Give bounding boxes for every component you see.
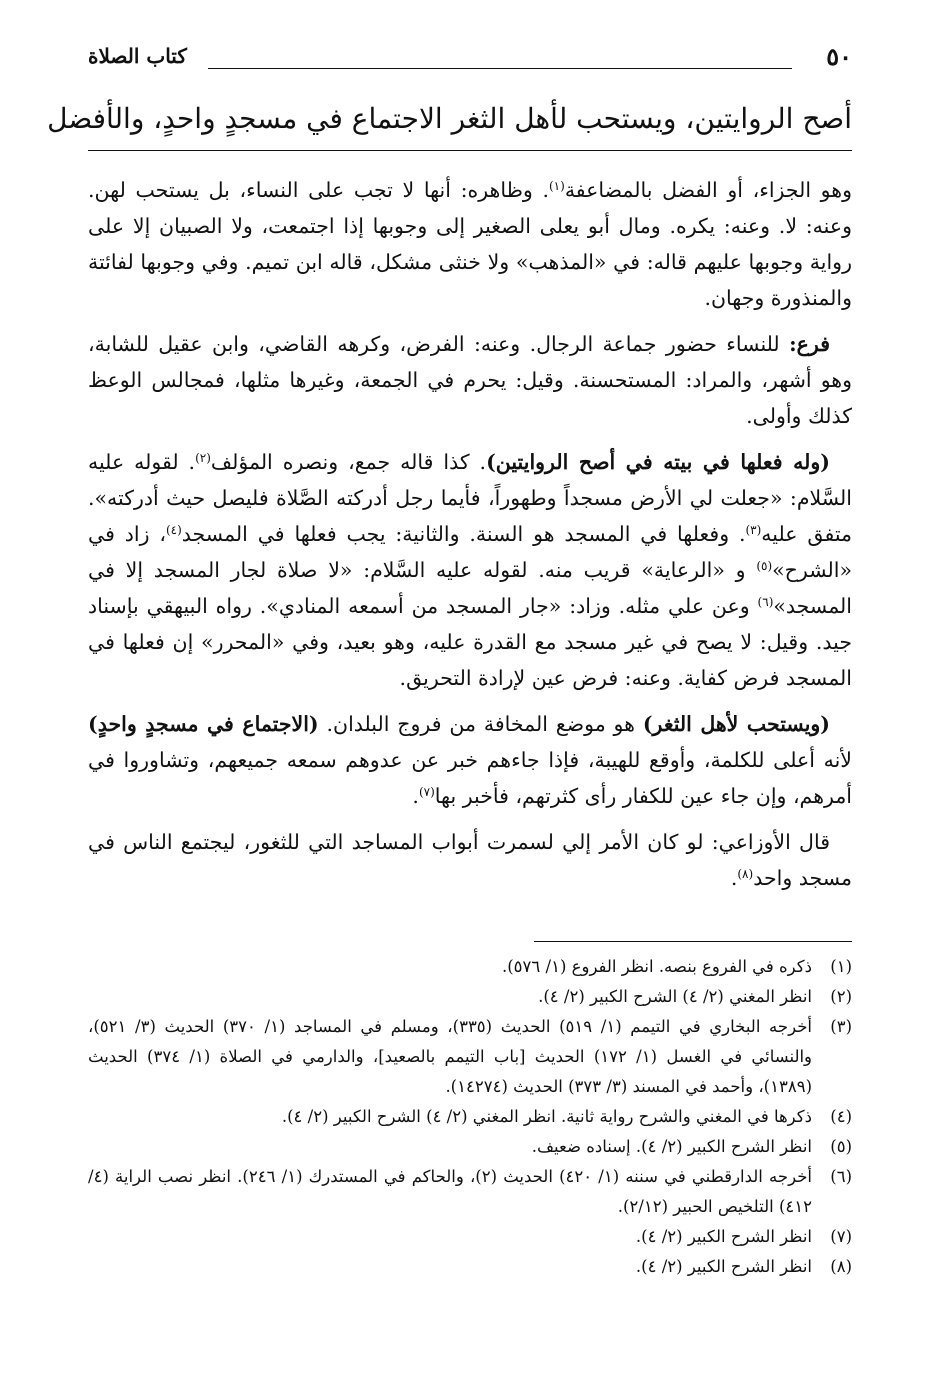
running-header bbox=[88, 44, 852, 74]
commentary-paragraph bbox=[88, 172, 852, 316]
bold-quote: (الاجتماع في مسجدٍ واحدٍ) bbox=[88, 712, 319, 736]
footnote-text: ذكرها في المغني والشرح رواية ثانية. انظر المغني (٢/ ٤) الشرح الكبير (٢/ ٤). bbox=[281, 1107, 812, 1126]
footnote-number: (٤) bbox=[830, 1107, 852, 1126]
footnote bbox=[88, 1222, 852, 1252]
book-title: كتاب الصلاة bbox=[88, 44, 187, 68]
footnote-number: (٧) bbox=[830, 1227, 852, 1246]
footnote-number: (١) bbox=[830, 957, 852, 976]
text-run: و «الرعاية» قريب منه. لقوله عليه السَّلام: «لا صلاة لجار المسجد إلا في المسجد» bbox=[88, 558, 852, 618]
footnote-text: أخرجه البخاري في التيمم (١/ ٥١٩) الحديث (٣٣٥)، ومسلم في المساجد (١/ ٣٧٠) الحديث (٣/ ٥٢١)، والنسائي في الغسل (١/ ١٧٢) الحديث [باب التيمم بالصعيد]، والدارمي في الصلاة (١/ ٣٧٤) الحديث (١٣٨٩)، وأحمد في المسند (٣/ ٣٧٣) الحديث (١٤٢٧٤). bbox=[88, 1017, 813, 1096]
bold-quote: فرع: bbox=[789, 332, 830, 356]
footnote-number: (٥) bbox=[830, 1137, 852, 1156]
text-run: وهو الجزاء، أو الفضل بالمضاعفة bbox=[564, 178, 852, 202]
footnote-ref: (٣) bbox=[745, 523, 762, 537]
footnote-ref: (٤) bbox=[165, 523, 182, 537]
footnote-separator bbox=[534, 941, 852, 942]
text-run: . bbox=[730, 866, 738, 890]
text-run: وعن علي مثله. وزاد: «جار المسجد من أسمعه المنادي». رواه البيهقي بإسناد جيد. وقيل: لا يصح في غير مسجد مع القدرة عليه، وهو بعيد، وفي «المحرر» إن فعلها في المسجد فرض كفاية. وعنه: فرض عين لإرادة التحريق. bbox=[88, 594, 852, 690]
footnote-number: (٢) bbox=[830, 987, 852, 1006]
text-run: هو موضع المخافة من فروج البلدان. bbox=[318, 712, 643, 736]
text-run: . bbox=[412, 784, 419, 808]
footnote-ref: (٥) bbox=[756, 559, 773, 573]
text-run: قال الأوزاعي: لو كان الأمر إلي لسمرت أبواب المساجد التي للثغور، ليجتمع الناس في مسجد واحد bbox=[88, 830, 852, 890]
footnote-ref: (١) bbox=[548, 179, 565, 193]
text-run: . وظاهره: أنها لا تجب على النساء، بل يستحب لهن. وعنه: لا. وعنه: يكره. ومال أبو يعلى الصغير إلى وجوبها إذا اجتمعت، ولا الصبيان إلا على رواية وجوبها عليهم قاله: في «المذهب» ولا خنثى مشكل، قاله ابن تميم. وفي وجوبها لفائتة والمنذورة وجهان. bbox=[88, 178, 852, 310]
footnote-number: (٦) bbox=[830, 1167, 852, 1186]
text-run: . كذا قاله جمع، ونصره المؤلف bbox=[210, 450, 487, 474]
footnote bbox=[88, 1162, 852, 1222]
footnote-number: (٣) bbox=[830, 1017, 852, 1036]
text-run: . لقوله عليه السَّلام: «جعلت لي الأرض مسجداً وطهوراً، فأيما رجل أدركته الصَّلاة فليصل حيث أدركته». متفق عليه bbox=[88, 450, 852, 546]
footnote-text: ذكره في الفروع بنصه. انظر الفروع (١/ ٥٧٦). bbox=[501, 957, 812, 976]
matn-rule bbox=[88, 150, 852, 151]
matn-text: أصح الروايتين، ويستحب لأهل الثغر الاجتماع في مسجدٍ واحدٍ، والأفضل bbox=[47, 102, 852, 135]
footnote bbox=[88, 1252, 852, 1282]
footnotes bbox=[88, 952, 852, 1282]
text-run: . وفعلها في المسجد هو السنة. والثانية: يجب فعلها في المسجد bbox=[181, 522, 746, 546]
footnote bbox=[88, 952, 852, 982]
footnote-text: انظر الشرح الكبير (٢/ ٤). bbox=[635, 1227, 812, 1246]
footnote bbox=[88, 1132, 852, 1162]
commentary-paragraph bbox=[88, 444, 852, 696]
footnote-text: انظر الشرح الكبير (٢/ ٤). إسناده ضعيف. bbox=[531, 1137, 812, 1156]
header-rule bbox=[208, 68, 792, 69]
bold-quote: (وله فعلها في بيته في أصح الروايتين) bbox=[486, 450, 830, 474]
footnote bbox=[88, 982, 852, 1012]
commentary-paragraph bbox=[88, 706, 852, 814]
page-number: ٥٠ bbox=[826, 42, 852, 71]
text-run: ، زاد في «الشرح» bbox=[88, 522, 852, 582]
footnote bbox=[88, 1012, 852, 1102]
text-run: للنساء حضور جماعة الرجال. وعنه: الفرض، وكرهه القاضي، وابن عقيل للشابة، وهو أشهر، والمراد: المستحسنة. وقيل: يحرم في الجمعة، وغيرها مثلها، فمجالس الوعظ كذلك وأولى. bbox=[88, 332, 852, 428]
commentary-paragraph bbox=[88, 824, 852, 896]
footnote-text: انظر المغني (٢/ ٤) الشرح الكبير (٢/ ٤). bbox=[538, 987, 812, 1006]
footnote-ref: (٧) bbox=[418, 785, 435, 799]
text-run: لأنه أعلى للكلمة، وأوقع للهيبة، فإذا جاءهم خبر عن عدوهم سمعه جميعهم، وتشاوروا في أمرهم، وإن جاء عين للكفار رأى كثرتهم، فأخبر بها bbox=[88, 748, 852, 808]
footnote bbox=[88, 1102, 852, 1132]
footnote-ref: (٢) bbox=[195, 451, 211, 465]
footnote-number: (٨) bbox=[830, 1257, 852, 1276]
footnote-ref: (٦) bbox=[757, 595, 774, 609]
footnote-ref: (٨) bbox=[737, 867, 754, 881]
footnote-text: انظر الشرح الكبير (٢/ ٤). bbox=[635, 1257, 812, 1276]
commentary-paragraph bbox=[88, 326, 852, 434]
footnote-text: أخرجه الدارقطني في سننه (١/ ٤٢٠) الحديث (٢)، والحاكم في المستدرك (١/ ٢٤٦). انظر نصب الراية (٤/ ٤١٢) التلخيص الحبير (٢/١٢). bbox=[88, 1167, 812, 1216]
bold-quote: (ويستحب لأهل الثغر) bbox=[642, 712, 830, 736]
commentary-body bbox=[88, 172, 852, 896]
